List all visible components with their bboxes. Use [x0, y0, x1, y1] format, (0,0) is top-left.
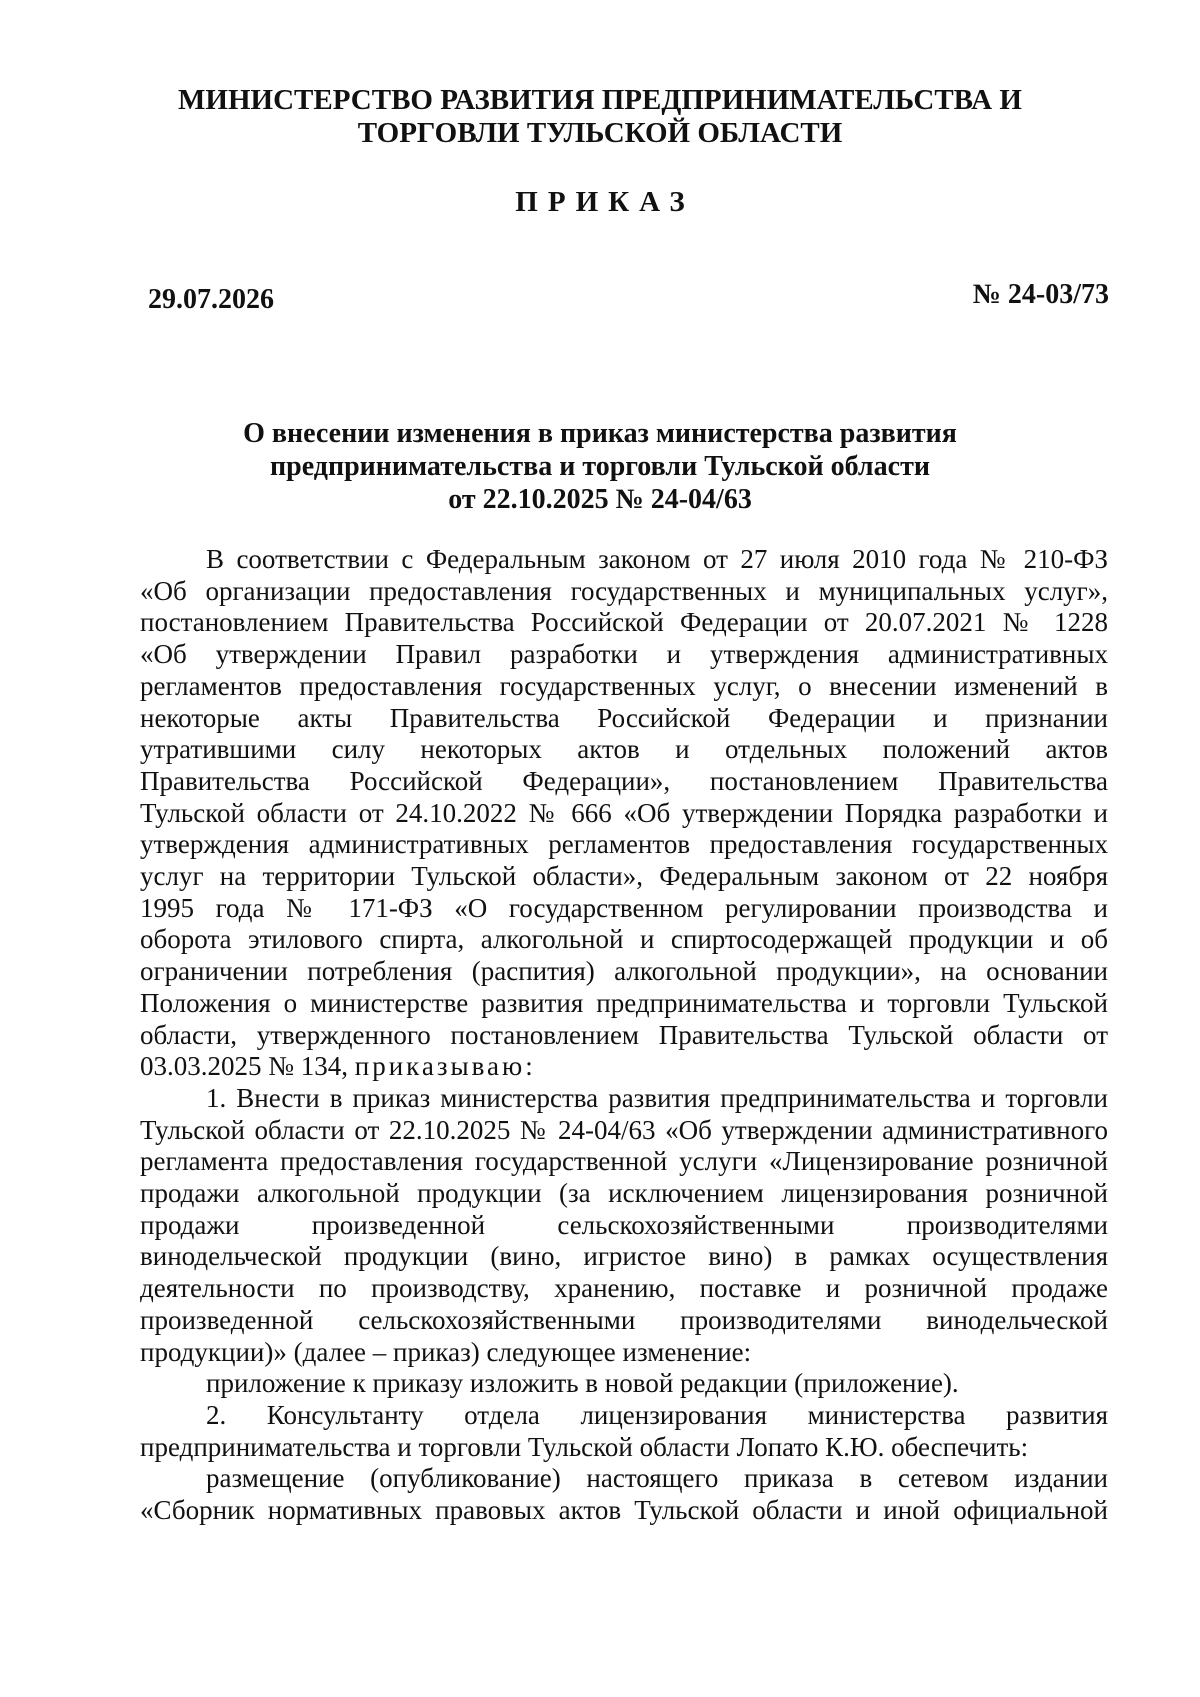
subject-line-1: О внесении изменения в приказ министерства развития: [243, 418, 957, 449]
body-line: продажи алкогольной продукции (за исключением лицензирования розничной: [140, 1178, 1108, 1209]
order-verb: приказываю:: [354, 1051, 536, 1082]
body-line: услуг на территории Тульской области», Федеральным законом от 22 ноября: [140, 861, 1108, 892]
body-line: ограничении потребления (распития) алкогольной продукции», на основании: [140, 956, 1108, 987]
body-line: 2. Консультанту отдела лицензирования министерства развития: [206, 1399, 1108, 1430]
body-line: В соответствии с Федеральным законом от 27 июля 2010 года № 210-ФЗ: [206, 544, 1108, 574]
body-line: оборота этилового спирта, алкогольной и спиртосодержащей продукции и об: [140, 924, 1108, 955]
paragraph-publication: [140, 1463, 1108, 1495]
ministry-name-line-1: МИНИСТЕРСТВО РАЗВИТИЯ ПРЕДПРИНИМАТЕЛЬСТВА И: [178, 84, 1022, 116]
body-line: утратившими силу некоторых актов и отдельных положений актов: [140, 734, 1108, 765]
body-line: предпринимательства и торговли Тульской области Лопато К.Ю. обеспечить:: [140, 1431, 1029, 1462]
body-line: утверждения административных регламентов предоставления государственных: [140, 829, 1108, 860]
body-line: 1995 года № 171-ФЗ «О государственном регулировании производства и: [140, 892, 1108, 923]
document-subject: [0, 417, 1200, 516]
document-date: 29.07.2026: [148, 284, 274, 315]
body-line: постановлением Правительства Российской Федерации от 20.07.2021 № 1228: [140, 607, 1108, 638]
body-line: Положения о министерстве развития предпринимательства и торговли Тульской: [140, 987, 1108, 1018]
body-line: Тульской области от 22.10.2025 № 24-04/63 «Об утверждении административного: [140, 1114, 1108, 1145]
body-line: Тульской области от 24.10.2022 № 666 «Об утверждении Порядка разработки и: [140, 797, 1108, 828]
document-type-title: ПРИКАЗ: [515, 186, 695, 218]
paragraph-item-1: [140, 1083, 1108, 1115]
body-line: продажи произведенной сельскохозяйственными производителями: [140, 1209, 1108, 1240]
body-line: размещение (опубликование) настоящего приказа в сетевом издании: [206, 1463, 1108, 1494]
body-line: Правительства Российской Федерации», постановлением Правительства: [140, 765, 1108, 796]
paragraph-item-2: [140, 1400, 1108, 1432]
body-line: регламентов предоставления государственных услуг, о внесении изменений в: [140, 670, 1108, 701]
body-line: некоторые акты Правительства Российской Федерации и признании: [140, 702, 1108, 733]
body-line: области, утвержденного постановлением Правительства Тульской области от: [140, 1019, 1108, 1050]
body-line: произведенной сельскохозяйственными производителями винодельческой: [140, 1304, 1108, 1335]
ministry-name-line-2: ТОРГОВЛИ ТУЛЬСКОЙ ОБЛАСТИ: [357, 117, 843, 149]
subject-line-2: предпринимательства и торговли Тульской области: [270, 451, 930, 482]
document-body: [140, 544, 1108, 1527]
document-number: № 24-03/73: [972, 279, 1109, 310]
subject-line-3: от 22.10.2025 № 24-04/63: [448, 484, 752, 515]
body-line: приложение к приказу изложить в новой редакции (приложение).: [206, 1368, 959, 1399]
body-line: регламента предоставления государственной услуги «Лицензирование розничной: [140, 1146, 1108, 1177]
paragraph-appendix: [140, 1368, 1108, 1400]
paragraph-legal-basis: [140, 544, 1108, 576]
ministry-name: [0, 84, 1200, 150]
body-line: «Сборник нормативных правовых актов Тульской области и иной официальной: [140, 1495, 1108, 1526]
body-line: 1. Внести в приказ министерства развития предпринимательства и торговли: [206, 1082, 1108, 1113]
body-line: «Об организации предоставления государственных и муниципальных услуг»,: [140, 575, 1108, 606]
body-line: [140, 1051, 1108, 1083]
body-line: деятельности по производству, хранению, поставке и розничной продаже: [140, 1273, 1108, 1304]
body-line: продукции)» (далее – приказ) следующее изменение:: [140, 1336, 752, 1367]
body-line: «Об утверждении Правил разработки и утверждения административных: [140, 639, 1108, 670]
body-line: винодельческой продукции (вино, игристое вино) в рамках осуществления: [140, 1241, 1108, 1272]
order-reference: 03.03.2025 № 134,: [140, 1051, 355, 1082]
